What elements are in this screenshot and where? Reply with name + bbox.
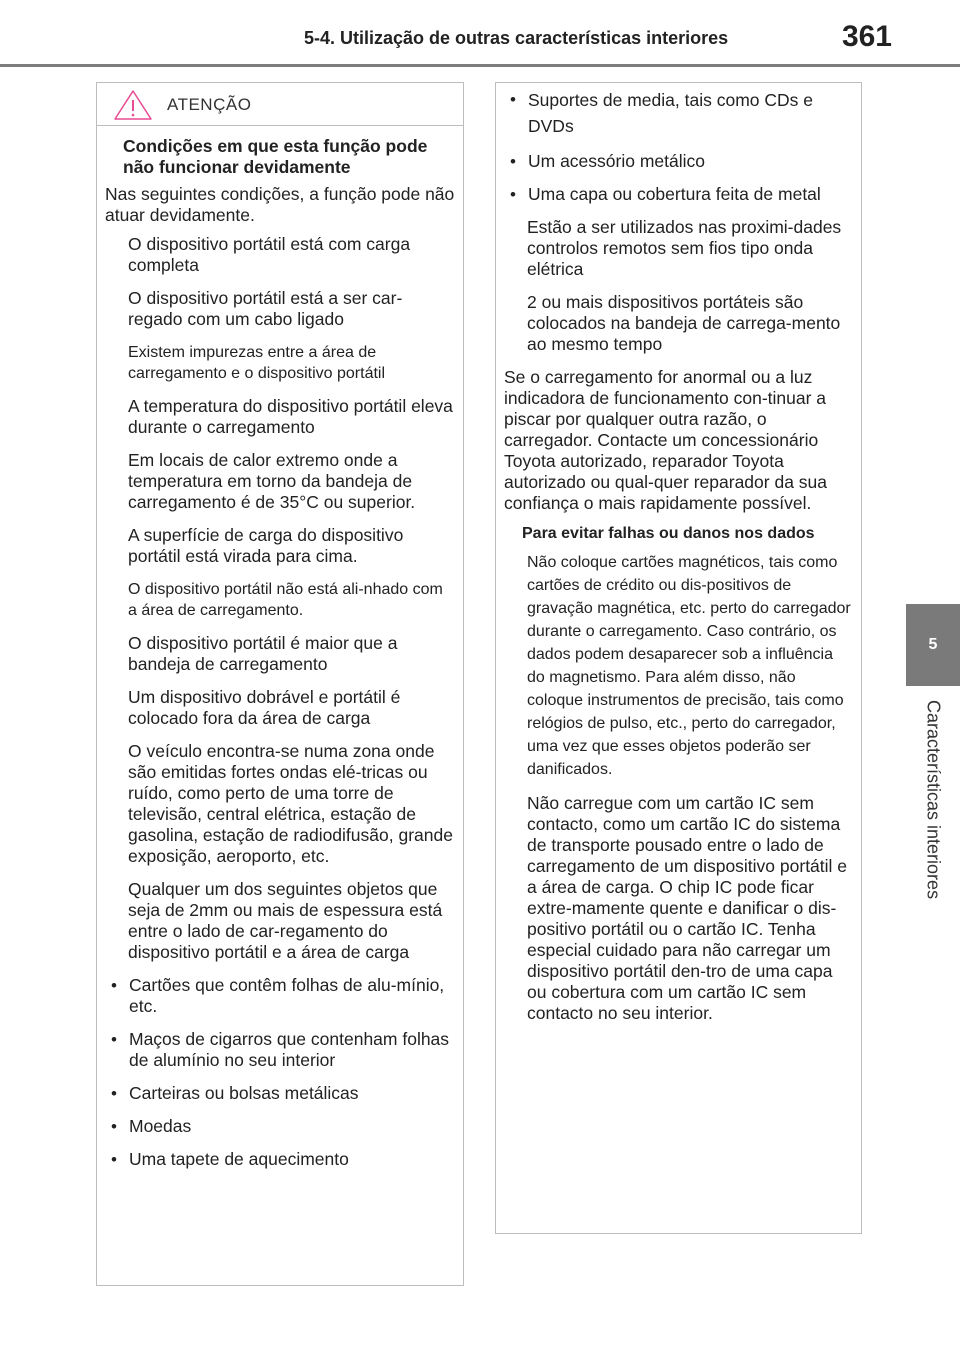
bullet-item: • Moedas [105, 1116, 455, 1137]
data-damage-subhead: Para evitar falhas ou danos nos dados [522, 525, 815, 542]
condition-item: O dispositivo portátil não está ali-nhado com a área de carregamento. [128, 581, 443, 619]
bullet-item: • Uma capa ou cobertura feita de metal [504, 184, 853, 205]
condition-item: O dispositivo portátil é maior que a bandeja de carregamento [128, 633, 398, 674]
condition-item: Existem impurezas entre a área de carregamento e o dispositivo portátil [128, 344, 386, 382]
caution-box-right [495, 82, 862, 1234]
bullet-item: • Suportes de media, tais como CDs e DVDs [504, 87, 853, 139]
caution-content [97, 126, 463, 1170]
bullet-item: • Carteiras ou bolsas metálicas [105, 1083, 455, 1104]
chapter-tab [906, 604, 960, 686]
caution-intro: Nas seguintes condições, a função pode não atuar devidamente. [105, 184, 455, 225]
condition-item: 2 ou mais dispositivos portáteis são colocados na bandeja de carrega-mento ao mesmo tempo [527, 292, 841, 354]
caution-content-continued [496, 83, 861, 1024]
condition-item: Qualquer um dos seguintes objetos que seja de 2mm ou mais de espessura está entre o lado de car-regamento do dispositivo portátil e a área de carga [128, 879, 443, 962]
chapter-name: Características interiores [923, 700, 944, 900]
caution-box-left [96, 82, 464, 1286]
header-rule [0, 64, 960, 67]
abnormal-charging-text: Se o carregamento for anormal ou a luz indicadora de funcionamento con-tinuar a piscar por qualquer outra razão, o carregador. Contacte um concessionário Toyota autorizado, reparador Toyota autorizado ou qual-quer reparador da sua confiança o mais rapidamente possível. [504, 367, 827, 513]
chapter-number: 5 [928, 636, 938, 653]
warning-triangle-icon [113, 89, 153, 121]
bullet-item: • Maços de cigarros que contenham folhas de alumínio no seu interior [105, 1029, 455, 1071]
bullet-item: • Uma tapete de aquecimento [105, 1149, 455, 1170]
condition-item: Estão a ser utilizados nas proximi-dades controlos remotos sem fios tipo onda elétrica [527, 217, 842, 279]
bullet-item: • Cartões que contêm folhas de alu-mínio, etc. [105, 975, 455, 1017]
condition-item: Um dispositivo dobrável e portátil é colocado fora da área de carga [128, 687, 401, 728]
condition-item: O veículo encontra-se numa zona onde são emitidas fortes ondas elé-tricas ou ruído, como perto de uma torre de televisão, central elétrica, estação de gasolina, estação de radiodifusão, grande exposição, aeroporto, etc. [128, 741, 453, 866]
condition-item: A superfície de carga do dispositivo portátil está virada para cima. [128, 525, 404, 566]
condition-item: O dispositivo portátil está a ser car-regado com um cabo ligado [128, 288, 403, 329]
section-title: 5-4. Utilização de outras características interiores [304, 28, 729, 48]
caution-label: ATENÇÃO [167, 95, 252, 114]
caution-subhead: Condições em que esta função pode não funcionar devidamente [123, 136, 428, 177]
condition-item: O dispositivo portátil está com carga completa [128, 234, 411, 275]
damage-paragraph: Não carregue com um cartão IC sem contacto, como um cartão IC do sistema de transporte pousado entre o lado de carregamento de um dispositivo portátil e a área de carga. O chip IC pode ficar extre-mamente quente e danificar o dis-positivo portátil ou o cartão IC. Tenha especial cuidado para não carregar um dispositivo portátil den-tro de uma capa ou cobertura com um cartão IC sem contacto no seu interior. [527, 793, 848, 1023]
condition-item: Em locais de calor extremo onde a temperatura em torno da bandeja de carregamento é de 35°C ou superior. [128, 450, 416, 512]
page-number: 361 [841, 20, 892, 53]
caution-header [97, 83, 463, 126]
bullet-item: • Um acessório metálico [504, 151, 853, 172]
condition-item: A temperatura do dispositivo portátil eleva durante o carregamento [128, 396, 453, 437]
damage-paragraph: Não coloque cartões magnéticos, tais como cartões de crédito ou dis-positivos de gravação magnética, etc. perto do carregador durante o carregamento. Caso contrário, os dados podem desaparecer sob a influência do magnetismo. Para além disso, não coloque instrumentos de precisão, tais como relógios de pulso, etc., perto do carregador, uma vez que esses objetos poderão ser danificados. [527, 554, 851, 778]
